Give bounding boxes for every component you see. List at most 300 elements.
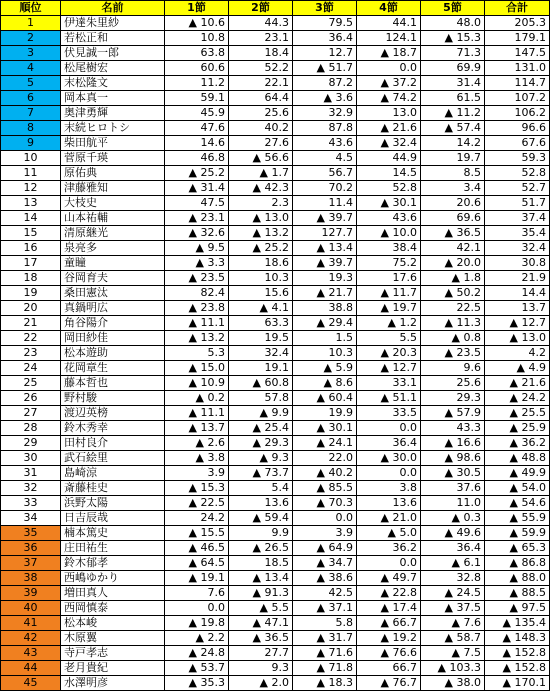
round-3-cell: ▲ 38.6 — [293, 571, 357, 586]
round-4-cell: ▲ 1.2 — [357, 316, 421, 331]
round-4-cell: 33.1 — [357, 376, 421, 391]
round-3-cell: ▲ 71.8 — [293, 661, 357, 676]
table-row — [1, 376, 550, 391]
round-5-cell: ▲ 38.0 — [421, 676, 485, 691]
round-1-cell: ▲ 10.9 — [165, 376, 229, 391]
round-4-cell: 14.5 — [357, 166, 421, 181]
round-1-cell: 47.5 — [165, 196, 229, 211]
round-5-cell: 19.7 — [421, 151, 485, 166]
round-4-cell: ▲ 18.7 — [357, 46, 421, 61]
header-round-1: 1節 — [165, 1, 229, 16]
round-2-cell: ▲ 59.4 — [229, 511, 293, 526]
round-2-cell: 10.3 — [229, 271, 293, 286]
table-row — [1, 61, 550, 76]
round-4-cell: ▲ 32.4 — [357, 136, 421, 151]
round-2-cell: ▲ 1.7 — [229, 166, 293, 181]
round-2-cell: 19.1 — [229, 361, 293, 376]
round-4-cell: 52.8 — [357, 181, 421, 196]
table-row — [1, 241, 550, 256]
round-4-cell: 0.0 — [357, 61, 421, 76]
round-4-cell: 0.0 — [357, 466, 421, 481]
name-cell: 花岡章生 — [61, 361, 165, 376]
round-4-cell: ▲ 74.2 — [357, 91, 421, 106]
table-row — [1, 556, 550, 571]
round-1-cell: 24.2 — [165, 511, 229, 526]
total-cell: 131.0 — [485, 61, 550, 76]
round-5-cell: 9.6 — [421, 361, 485, 376]
round-1-cell: ▲ 32.6 — [165, 226, 229, 241]
round-4-cell: 36.2 — [357, 541, 421, 556]
round-5-cell: ▲ 7.6 — [421, 616, 485, 631]
name-cell: 角谷陽介 — [61, 316, 165, 331]
round-3-cell: 4.5 — [293, 151, 357, 166]
rank-cell: 32 — [1, 481, 61, 496]
round-3-cell: 1.5 — [293, 331, 357, 346]
round-1-cell: 63.8 — [165, 46, 229, 61]
round-4-cell: ▲ 37.2 — [357, 76, 421, 91]
round-5-cell: 31.4 — [421, 76, 485, 91]
header-round-4: 4節 — [357, 1, 421, 16]
name-cell: 鈴木秀幸 — [61, 421, 165, 436]
table-row — [1, 226, 550, 241]
round-4-cell: ▲ 19.7 — [357, 301, 421, 316]
table-row — [1, 586, 550, 601]
round-2-cell: 40.2 — [229, 121, 293, 136]
round-3-cell: 0.0 — [293, 511, 357, 526]
table-row — [1, 676, 550, 691]
total-cell: 52.8 — [485, 166, 550, 181]
total-cell: 21.9 — [485, 271, 550, 286]
round-3-cell: ▲ 31.7 — [293, 631, 357, 646]
total-cell: ▲ 170.1 — [485, 676, 550, 691]
round-3-cell: ▲ 3.6 — [293, 91, 357, 106]
round-2-cell: ▲ 25.4 — [229, 421, 293, 436]
round-3-cell: 19.3 — [293, 271, 357, 286]
name-cell: 日吉辰哉 — [61, 511, 165, 526]
table-row — [1, 406, 550, 421]
round-1-cell: ▲ 53.7 — [165, 661, 229, 676]
round-5-cell: ▲ 16.6 — [421, 436, 485, 451]
round-4-cell: 66.7 — [357, 661, 421, 676]
round-4-cell: ▲ 30.0 — [357, 451, 421, 466]
round-5-cell: ▲ 50.2 — [421, 286, 485, 301]
rank-cell: 37 — [1, 556, 61, 571]
round-2-cell: 18.4 — [229, 46, 293, 61]
round-1-cell: 46.8 — [165, 151, 229, 166]
round-2-cell: ▲ 42.3 — [229, 181, 293, 196]
round-5-cell: ▲ 98.6 — [421, 451, 485, 466]
total-cell: 52.7 — [485, 181, 550, 196]
total-cell: ▲ 152.8 — [485, 661, 550, 676]
round-5-cell: ▲ 0.3 — [421, 511, 485, 526]
name-cell: 松本遊助 — [61, 346, 165, 361]
round-2-cell: 13.6 — [229, 496, 293, 511]
round-3-cell: ▲ 21.7 — [293, 286, 357, 301]
round-5-cell: ▲ 58.7 — [421, 631, 485, 646]
name-cell: 楠本篤史 — [61, 526, 165, 541]
round-1-cell: ▲ 31.4 — [165, 181, 229, 196]
round-1-cell: ▲ 35.3 — [165, 676, 229, 691]
round-3-cell: ▲ 5.9 — [293, 361, 357, 376]
round-5-cell: 3.4 — [421, 181, 485, 196]
round-2-cell: 19.5 — [229, 331, 293, 346]
round-1-cell: ▲ 3.3 — [165, 256, 229, 271]
round-5-cell: 14.2 — [421, 136, 485, 151]
round-3-cell: 22.0 — [293, 451, 357, 466]
total-cell: ▲ 12.7 — [485, 316, 550, 331]
total-cell: 67.6 — [485, 136, 550, 151]
round-5-cell: ▲ 57.4 — [421, 121, 485, 136]
round-3-cell: ▲ 8.6 — [293, 376, 357, 391]
rank-cell: 12 — [1, 181, 61, 196]
total-cell: ▲ 55.9 — [485, 511, 550, 526]
total-cell: ▲ 24.2 — [485, 391, 550, 406]
name-cell: 泉亮多 — [61, 241, 165, 256]
name-cell: 伊達朱里紗 — [61, 16, 165, 31]
table-row — [1, 346, 550, 361]
round-2-cell: ▲ 36.5 — [229, 631, 293, 646]
round-5-cell: ▲ 15.3 — [421, 31, 485, 46]
round-1-cell: ▲ 3.8 — [165, 451, 229, 466]
round-1-cell: 82.4 — [165, 286, 229, 301]
round-4-cell: ▲ 49.7 — [357, 571, 421, 586]
table-row — [1, 466, 550, 481]
rank-cell: 2 — [1, 31, 61, 46]
round-3-cell: 36.4 — [293, 31, 357, 46]
round-5-cell: ▲ 36.5 — [421, 226, 485, 241]
total-cell: 114.7 — [485, 76, 550, 91]
rank-cell: 15 — [1, 226, 61, 241]
rank-cell: 25 — [1, 376, 61, 391]
rank-cell: 19 — [1, 286, 61, 301]
name-cell: 野村駿 — [61, 391, 165, 406]
round-5-cell: ▲ 49.6 — [421, 526, 485, 541]
rank-cell: 44 — [1, 661, 61, 676]
name-cell: 庄田祐生 — [61, 541, 165, 556]
round-5-cell: ▲ 11.3 — [421, 316, 485, 331]
rank-cell: 38 — [1, 571, 61, 586]
name-cell: 大枝史 — [61, 196, 165, 211]
round-5-cell: ▲ 7.5 — [421, 646, 485, 661]
round-1-cell: 45.9 — [165, 106, 229, 121]
round-2-cell: 23.1 — [229, 31, 293, 46]
round-5-cell: 48.0 — [421, 16, 485, 31]
round-3-cell: 19.9 — [293, 406, 357, 421]
round-3-cell: ▲ 51.7 — [293, 61, 357, 76]
name-cell: 西嶋ゆかり — [61, 571, 165, 586]
round-4-cell: ▲ 19.2 — [357, 631, 421, 646]
round-1-cell: 14.6 — [165, 136, 229, 151]
round-1-cell: ▲ 15.0 — [165, 361, 229, 376]
table-row — [1, 511, 550, 526]
table-row — [1, 256, 550, 271]
round-3-cell: ▲ 18.3 — [293, 676, 357, 691]
rank-cell: 30 — [1, 451, 61, 466]
rank-cell: 34 — [1, 511, 61, 526]
round-4-cell: 13.0 — [357, 106, 421, 121]
total-cell: ▲ 13.0 — [485, 331, 550, 346]
total-cell: ▲ 59.9 — [485, 526, 550, 541]
round-1-cell: ▲ 2.6 — [165, 436, 229, 451]
round-1-cell: ▲ 11.1 — [165, 316, 229, 331]
name-cell: 浜野太陽 — [61, 496, 165, 511]
header-round-3: 3節 — [293, 1, 357, 16]
round-5-cell: ▲ 30.5 — [421, 466, 485, 481]
round-4-cell: 5.5 — [357, 331, 421, 346]
round-5-cell: 37.6 — [421, 481, 485, 496]
round-2-cell: ▲ 29.3 — [229, 436, 293, 451]
round-5-cell: 11.0 — [421, 496, 485, 511]
rank-cell: 18 — [1, 271, 61, 286]
round-1-cell: 10.8 — [165, 31, 229, 46]
round-3-cell: ▲ 29.4 — [293, 316, 357, 331]
rank-cell: 17 — [1, 256, 61, 271]
round-5-cell: 61.5 — [421, 91, 485, 106]
round-1-cell: 59.1 — [165, 91, 229, 106]
total-cell: 205.3 — [485, 16, 550, 31]
round-5-cell: ▲ 11.2 — [421, 106, 485, 121]
total-cell: 179.1 — [485, 31, 550, 46]
round-1-cell: 11.2 — [165, 76, 229, 91]
name-cell: 伏見誠一郎 — [61, 46, 165, 61]
rank-cell: 10 — [1, 151, 61, 166]
round-3-cell: 10.3 — [293, 346, 357, 361]
round-1-cell: ▲ 10.6 — [165, 16, 229, 31]
name-cell: 寺戸孝志 — [61, 646, 165, 661]
round-1-cell: ▲ 64.5 — [165, 556, 229, 571]
total-cell: 106.2 — [485, 106, 550, 121]
round-4-cell: ▲ 21.6 — [357, 121, 421, 136]
round-4-cell: 44.1 — [357, 16, 421, 31]
name-cell: 武石絵里 — [61, 451, 165, 466]
round-1-cell: ▲ 2.2 — [165, 631, 229, 646]
table-row — [1, 631, 550, 646]
table-row — [1, 481, 550, 496]
round-1-cell: 60.6 — [165, 61, 229, 76]
round-5-cell: 25.6 — [421, 376, 485, 391]
round-4-cell: ▲ 17.4 — [357, 601, 421, 616]
name-cell: 渡辺英榜 — [61, 406, 165, 421]
round-5-cell: 36.4 — [421, 541, 485, 556]
round-3-cell: ▲ 60.4 — [293, 391, 357, 406]
round-1-cell: 7.6 — [165, 586, 229, 601]
name-cell: 西岡慎泰 — [61, 601, 165, 616]
round-1-cell: ▲ 15.5 — [165, 526, 229, 541]
round-5-cell: ▲ 57.9 — [421, 406, 485, 421]
round-1-cell: ▲ 46.5 — [165, 541, 229, 556]
rank-cell: 6 — [1, 91, 61, 106]
round-5-cell: 29.3 — [421, 391, 485, 406]
header-row — [1, 1, 550, 16]
round-2-cell: ▲ 91.3 — [229, 586, 293, 601]
table-row — [1, 46, 550, 61]
round-5-cell: ▲ 103.3 — [421, 661, 485, 676]
total-cell: ▲ 148.3 — [485, 631, 550, 646]
table-row — [1, 616, 550, 631]
total-cell: 32.4 — [485, 241, 550, 256]
name-cell: 菅原千瑛 — [61, 151, 165, 166]
rank-cell: 11 — [1, 166, 61, 181]
total-cell: ▲ 21.6 — [485, 376, 550, 391]
rank-cell: 3 — [1, 46, 61, 61]
table-row — [1, 436, 550, 451]
name-cell: 末松隆文 — [61, 76, 165, 91]
round-1-cell: ▲ 19.1 — [165, 571, 229, 586]
round-4-cell: ▲ 11.7 — [357, 286, 421, 301]
round-3-cell: 32.9 — [293, 106, 357, 121]
round-2-cell: 52.2 — [229, 61, 293, 76]
round-1-cell: ▲ 0.2 — [165, 391, 229, 406]
round-2-cell: 27.6 — [229, 136, 293, 151]
rank-cell: 13 — [1, 196, 61, 211]
round-2-cell: 32.4 — [229, 346, 293, 361]
rank-cell: 5 — [1, 76, 61, 91]
rank-cell: 28 — [1, 421, 61, 436]
header-round-2: 2節 — [229, 1, 293, 16]
name-cell: 桑田憲汰 — [61, 286, 165, 301]
round-1-cell: 47.6 — [165, 121, 229, 136]
round-4-cell: ▲ 10.0 — [357, 226, 421, 241]
rank-cell: 14 — [1, 211, 61, 226]
rank-cell: 40 — [1, 601, 61, 616]
round-5-cell: 42.1 — [421, 241, 485, 256]
round-1-cell: ▲ 25.2 — [165, 166, 229, 181]
round-4-cell: ▲ 21.0 — [357, 511, 421, 526]
round-2-cell: 9.9 — [229, 526, 293, 541]
round-5-cell: 32.8 — [421, 571, 485, 586]
round-3-cell: ▲ 70.3 — [293, 496, 357, 511]
table-row — [1, 316, 550, 331]
rank-cell: 36 — [1, 541, 61, 556]
name-cell: 水澤明彦 — [61, 676, 165, 691]
name-cell: 柴田航平 — [61, 136, 165, 151]
round-2-cell: 22.1 — [229, 76, 293, 91]
round-4-cell: 36.4 — [357, 436, 421, 451]
round-1-cell: ▲ 24.8 — [165, 646, 229, 661]
name-cell: 童瞳 — [61, 256, 165, 271]
round-1-cell: 3.9 — [165, 466, 229, 481]
total-cell: 51.7 — [485, 196, 550, 211]
rank-cell: 45 — [1, 676, 61, 691]
table-row — [1, 136, 550, 151]
round-2-cell: ▲ 13.2 — [229, 226, 293, 241]
round-1-cell: ▲ 22.5 — [165, 496, 229, 511]
round-2-cell: 9.3 — [229, 661, 293, 676]
round-3-cell: 5.8 — [293, 616, 357, 631]
total-cell: ▲ 54.6 — [485, 496, 550, 511]
table-row — [1, 16, 550, 31]
table-row — [1, 76, 550, 91]
round-1-cell: ▲ 15.3 — [165, 481, 229, 496]
round-3-cell: ▲ 34.7 — [293, 556, 357, 571]
round-5-cell: 43.3 — [421, 421, 485, 436]
table-row — [1, 91, 550, 106]
round-3-cell: 127.7 — [293, 226, 357, 241]
round-3-cell: ▲ 24.1 — [293, 436, 357, 451]
round-1-cell: ▲ 9.5 — [165, 241, 229, 256]
round-5-cell: ▲ 1.8 — [421, 271, 485, 286]
round-2-cell: ▲ 9.9 — [229, 406, 293, 421]
round-5-cell: 22.5 — [421, 301, 485, 316]
table-row — [1, 541, 550, 556]
rank-cell: 21 — [1, 316, 61, 331]
round-3-cell: ▲ 39.7 — [293, 256, 357, 271]
table-row — [1, 646, 550, 661]
table-row — [1, 331, 550, 346]
rank-cell: 7 — [1, 106, 61, 121]
name-cell: 若松正和 — [61, 31, 165, 46]
table-row — [1, 391, 550, 406]
total-cell: ▲ 152.8 — [485, 646, 550, 661]
round-3-cell: ▲ 30.1 — [293, 421, 357, 436]
total-cell: ▲ 88.0 — [485, 571, 550, 586]
table-row — [1, 661, 550, 676]
table-row — [1, 361, 550, 376]
round-4-cell: 13.6 — [357, 496, 421, 511]
rank-cell: 41 — [1, 616, 61, 631]
round-5-cell: ▲ 0.8 — [421, 331, 485, 346]
round-2-cell: ▲ 60.8 — [229, 376, 293, 391]
rank-cell: 22 — [1, 331, 61, 346]
rank-cell: 4 — [1, 61, 61, 76]
round-2-cell: 5.4 — [229, 481, 293, 496]
round-3-cell: ▲ 85.5 — [293, 481, 357, 496]
rank-cell: 42 — [1, 631, 61, 646]
name-cell: 原佑典 — [61, 166, 165, 181]
header-round-5: 5節 — [421, 1, 485, 16]
round-4-cell: ▲ 76.7 — [357, 676, 421, 691]
total-cell: ▲ 88.5 — [485, 586, 550, 601]
round-4-cell: 43.6 — [357, 211, 421, 226]
table-row — [1, 211, 550, 226]
header-rank: 順位 — [1, 1, 61, 16]
total-cell: 13.7 — [485, 301, 550, 316]
round-2-cell: ▲ 56.6 — [229, 151, 293, 166]
rank-cell: 8 — [1, 121, 61, 136]
table-row — [1, 526, 550, 541]
round-3-cell: 3.9 — [293, 526, 357, 541]
total-cell: ▲ 49.9 — [485, 466, 550, 481]
round-2-cell: 2.3 — [229, 196, 293, 211]
round-2-cell: 27.7 — [229, 646, 293, 661]
total-cell: 4.2 — [485, 346, 550, 361]
round-2-cell: ▲ 25.2 — [229, 241, 293, 256]
round-2-cell: 25.6 — [229, 106, 293, 121]
rank-cell: 1 — [1, 16, 61, 31]
round-5-cell: ▲ 20.0 — [421, 256, 485, 271]
round-2-cell: ▲ 2.0 — [229, 676, 293, 691]
name-cell: 老月貴紀 — [61, 661, 165, 676]
total-cell: ▲ 48.8 — [485, 451, 550, 466]
round-1-cell: 0.0 — [165, 601, 229, 616]
round-3-cell: ▲ 13.4 — [293, 241, 357, 256]
total-cell: 96.6 — [485, 121, 550, 136]
round-5-cell: ▲ 37.5 — [421, 601, 485, 616]
name-cell: 末続ヒロトシ — [61, 121, 165, 136]
table-row — [1, 286, 550, 301]
round-5-cell: ▲ 23.5 — [421, 346, 485, 361]
total-cell: ▲ 97.5 — [485, 601, 550, 616]
name-cell: 岡本真一 — [61, 91, 165, 106]
name-cell: 増田真人 — [61, 586, 165, 601]
round-4-cell: ▲ 5.0 — [357, 526, 421, 541]
round-4-cell: ▲ 30.1 — [357, 196, 421, 211]
round-1-cell: ▲ 23.5 — [165, 271, 229, 286]
round-1-cell: ▲ 23.1 — [165, 211, 229, 226]
table-row — [1, 601, 550, 616]
round-3-cell: 11.4 — [293, 196, 357, 211]
name-cell: 松尾樹宏 — [61, 61, 165, 76]
